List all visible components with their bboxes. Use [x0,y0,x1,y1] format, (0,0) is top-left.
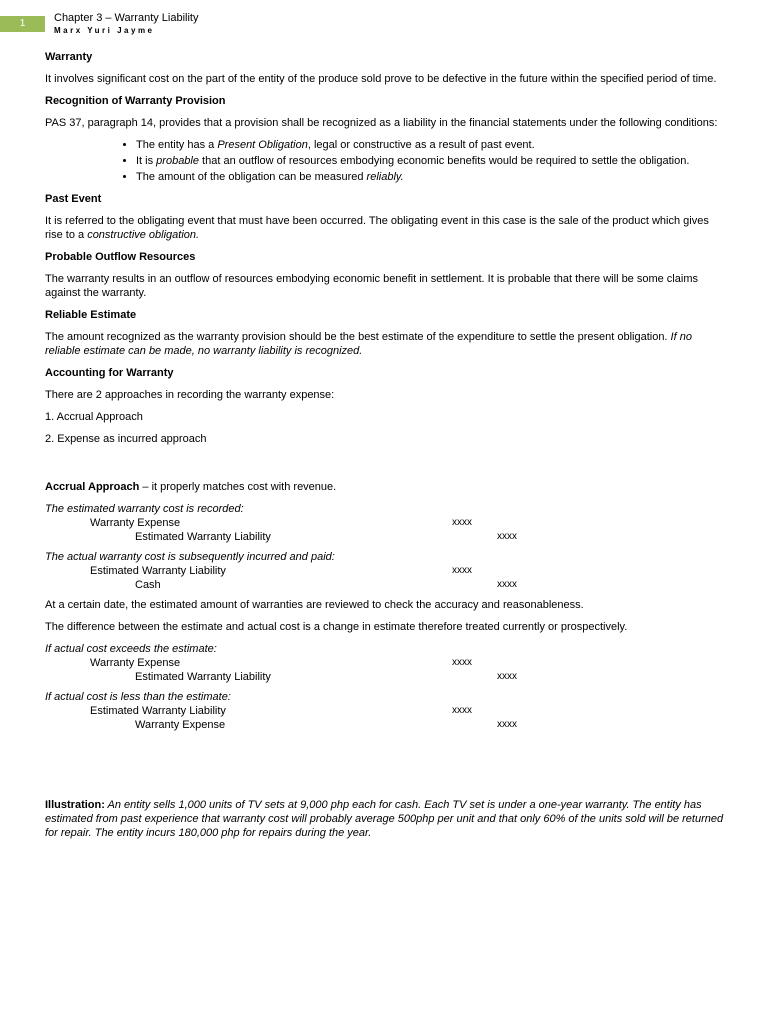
probable-outflow-text: The warranty results in an outflow of resources embodying economic benefit in settlement. It is probable that there will be some claims against the warranty. [45,273,698,299]
conditions-list [45,138,725,184]
debit-account: Warranty Expense [90,517,181,529]
journal-entry [45,642,725,684]
credit-amount: xxxx [497,579,517,590]
debit-amount: xxxx [452,657,472,668]
debit-amount: xxxx [452,705,472,716]
credit-amount: xxxx [497,531,517,542]
heading-accounting: Accounting for Warranty [45,367,174,379]
journal-caption: If actual cost exceeds the estimate: [45,643,217,655]
reliable-estimate-text: The amount recognized as the warranty provision should be the best estimate of the expenditure to settle the present obligation. If no reliable estimate can be made, no warranty liability is recognized. [45,331,692,357]
journal-entry [45,502,725,544]
document-body [45,50,725,848]
chapter-title: Chapter 3 – Warranty Liability [54,12,199,24]
approach-1: 1. Accrual Approach [45,411,143,423]
journal-caption: The estimated warranty cost is recorded: [45,503,244,515]
author-name: Marx Yuri Jayme [54,26,155,35]
review-text: At a certain date, the estimated amount of warranties are reviewed to check the accuracy and reasonableness. [45,599,584,611]
heading-reliable-estimate: Reliable Estimate [45,309,137,321]
heading-warranty: Warranty [45,51,93,63]
journal-caption: The actual warranty cost is subsequently incurred and paid: [45,551,335,563]
recognition-text: PAS 37, paragraph 14, provides that a provision shall be recognized as a liability in the financial statements under the following conditions: [45,117,718,129]
debit-account: Estimated Warranty Liability [90,705,226,717]
warranty-text: It involves significant cost on the part of the entity of the produce sold prove to be defective in the future within the specified period of time. [45,73,717,85]
approach-2: 2. Expense as incurred approach [45,433,207,445]
illustration-text: Illustration: An entity sells 1,000 units of TV sets at 9,000 php each for cash. Each TV set is under a one-year warranty. The entity has estimated from past experience that warranty cost will probably average 500php per unit and that only 60% of the units sold will be returned for repair. The entity incurs 180,000 php for repairs during the year. [45,799,724,839]
approaches-text: There are 2 approaches in recording the warranty expense: [45,389,335,401]
list-item: • The entity has a Present Obligation, legal or constructive as a result of past event. [136,138,725,152]
heading-past-event: Past Event [45,193,102,205]
accrual-approach-text: Accrual Approach – it properly matches cost with revenue. [45,481,337,493]
journal-entry [45,690,725,732]
difference-text: The difference between the estimate and actual cost is a change in estimate therefore treated currently or prospectively. [45,621,628,633]
journal-entry [45,550,725,592]
heading-probable-outflow: Probable Outflow Resources [45,251,196,263]
page-number: 1 [0,16,45,32]
debit-amount: xxxx [452,517,472,528]
heading-recognition: Recognition of Warranty Provision [45,95,226,107]
credit-account: Estimated Warranty Liability [135,671,271,683]
debit-account: Estimated Warranty Liability [90,565,226,577]
journal-caption: If actual cost is less than the estimate: [45,691,231,703]
credit-account: Estimated Warranty Liability [135,531,271,543]
debit-amount: xxxx [452,565,472,576]
credit-amount: xxxx [497,719,517,730]
debit-account: Warranty Expense [90,657,181,669]
credit-amount: xxxx [497,671,517,682]
list-item: • The amount of the obligation can be measured reliably. [136,170,725,184]
credit-account: Cash [135,579,161,591]
past-event-text: It is referred to the obligating event that must have been occurred. The obligating event in this case is the sale of the product which gives rise to a constructive obligation. [45,215,709,241]
credit-account: Warranty Expense [135,719,226,731]
list-item: • It is probable that an outflow of resources embodying economic benefits would be required to settle the obligation. [136,154,725,168]
